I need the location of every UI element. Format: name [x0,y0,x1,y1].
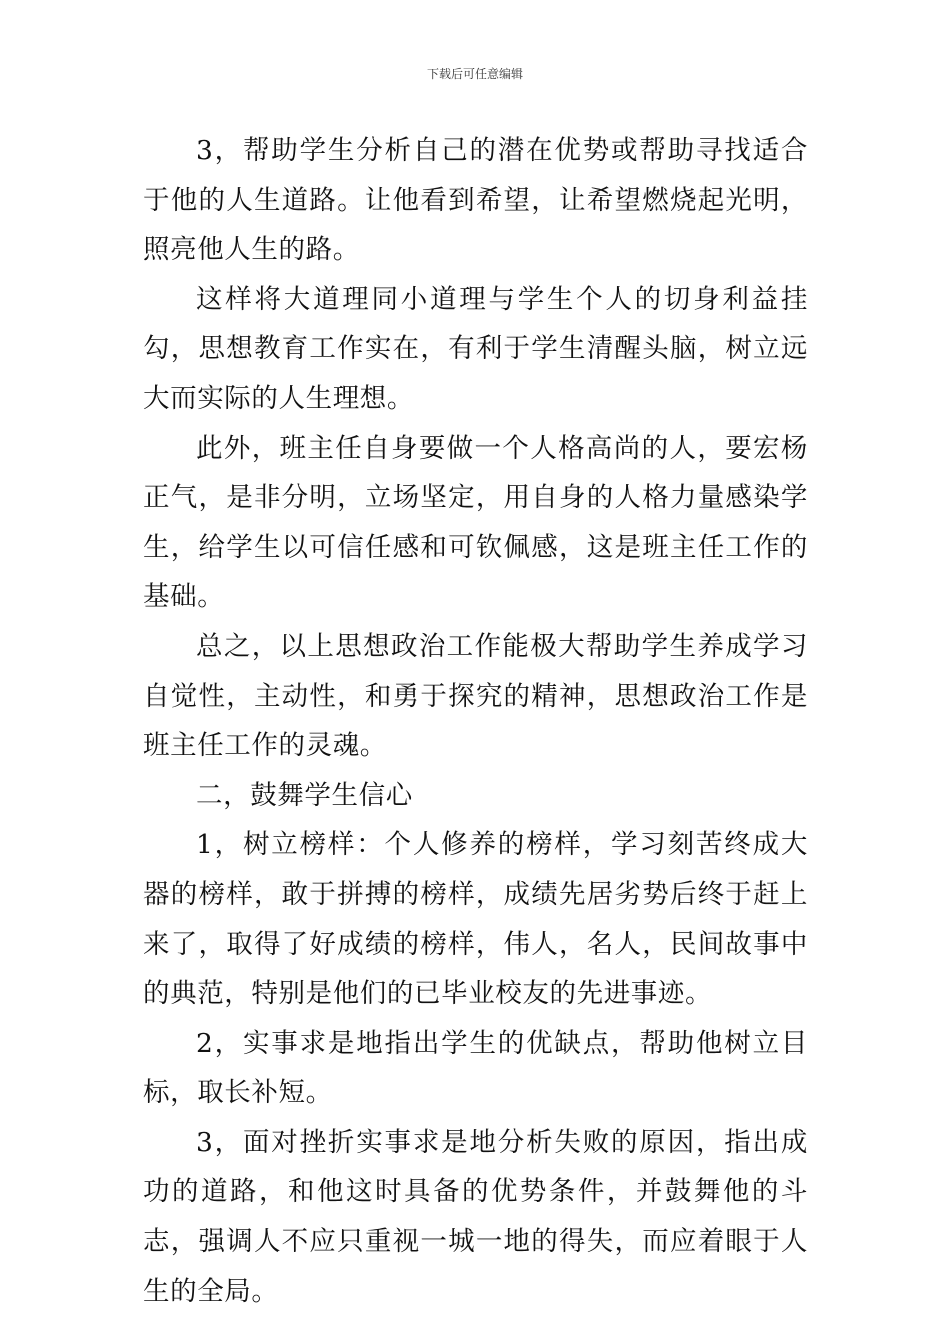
paragraph: 1，树立榜样：个人修养的榜样，学习刻苦终成大器的榜样，敢于拼搏的榜样，成绩先居劣势后终于赶上来了，取得了好成绩的榜样，伟人，名人，民间故事中的典范，特别是他们的已毕业校友的先进事迹。 [143,829,808,1010]
paragraph: 总之，以上思想政治工作能极大帮助学生养成学习自觉性，主动性，和勇于探究的精神，思想政治工作是班主任工作的灵魂。 [143,630,808,762]
paragraph: 这样将大道理同小道理与学生个人的切身利益挂勾，思想教育工作实在，有利于学生清醒头脑，树立远大而实际的人生理想。 [143,283,808,414]
paragraph: 2，实事求是地指出学生的优缺点，帮助他树立目标，取长补短。 [143,1027,808,1109]
header-note: 下载后可任意编辑 [426,67,523,81]
paragraph: 3，帮助学生分析自己的潜在优势或帮助寻找适合于他的人生道路。让他看到希望，让希望燃烧起光明，照亮他人生的路。 [143,135,808,266]
paragraph: 3，面对挫折实事求是地分析失败的原因，指出成功的道路，和他这时具备的优势条件，并鼓舞他的斗志，强调人不应只重视一城一地的得失，而应着眼于人生的全局。 [143,1126,808,1307]
paragraph: 此外，班主任自身要做一个人格高尚的人，要宏杨正气，是非分明，立场坚定，用自身的人格力量感染学生，给学生以可信任感和可钦佩感，这是班主任工作的基础。 [143,432,808,613]
section-heading: 二，鼓舞学生信心 [196,779,413,811]
document-body [143,126,808,1316]
